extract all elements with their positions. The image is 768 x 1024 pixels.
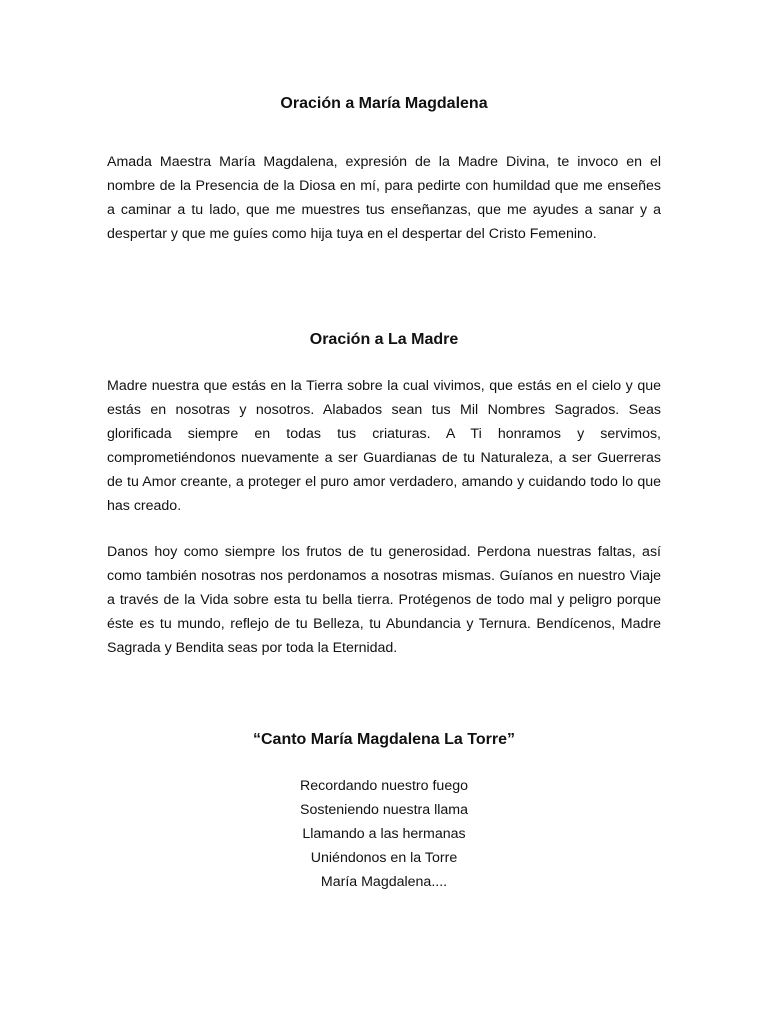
section-title-la-madre: Oración a La Madre — [309, 331, 459, 348]
document-page — [107, 92, 661, 894]
song-verse — [107, 774, 661, 894]
prayer-paragraph: Danos hoy como siempre los frutos de tu generosidad. Perdona nuestras faltas, así como también nosotras nos perdonamos a nosotras mismas. Guíanos en nuestro Viaje a través de la Vida sobre esta tu bella tierra. Protégenos de todo mal y peligro porque éste es tu mundo, reflejo de tu Belleza, tu Abundancia y Ternura. Bendícenos, Madre Sagrada y Bendita seas por toda la Eternidad. — [107, 544, 661, 656]
verse-line: Llamando a las hermanas — [302, 826, 466, 842]
verse-line: Sosteniendo nuestra llama — [300, 802, 468, 818]
verse-line: Uniéndonos en la Torre — [310, 850, 458, 866]
prayer-paragraph: Madre nuestra que estás en la Tierra sobre la cual vivimos, que estás en el cielo y que estás en nosotras y nosotros. Alabados sean tus Mil Nombres Sagrados. Seas glorificada siempre en todas tus criaturas. A Ti honramos y servimos, comprometiéndonos nuevamente a ser Guardianas de tu Naturaleza, a ser Guerreras de tu Amor creante, a proteger el puro amor verdadero, amando y cuidando todo lo que has creado. — [107, 378, 661, 514]
verse-line: María Magdalena.... — [320, 874, 448, 890]
section-title-canto: “Canto María Magdalena La Torre” — [253, 731, 515, 748]
section-title-maria-magdalena: Oración a María Magdalena — [280, 95, 488, 112]
prayer-paragraph: Amada Maestra María Magdalena, expresión de la Madre Divina, te invoco en el nombre de la Presencia de la Diosa en mí, para pedirte con humildad que me enseñes a caminar a tu lado, que me muestres tus enseñanzas, que me ayudes a sanar y a despertar y que me guíes como hija tuya en el despertar del Cristo Femenino. — [107, 154, 661, 242]
verse-line: Recordando nuestro fuego — [299, 778, 468, 794]
